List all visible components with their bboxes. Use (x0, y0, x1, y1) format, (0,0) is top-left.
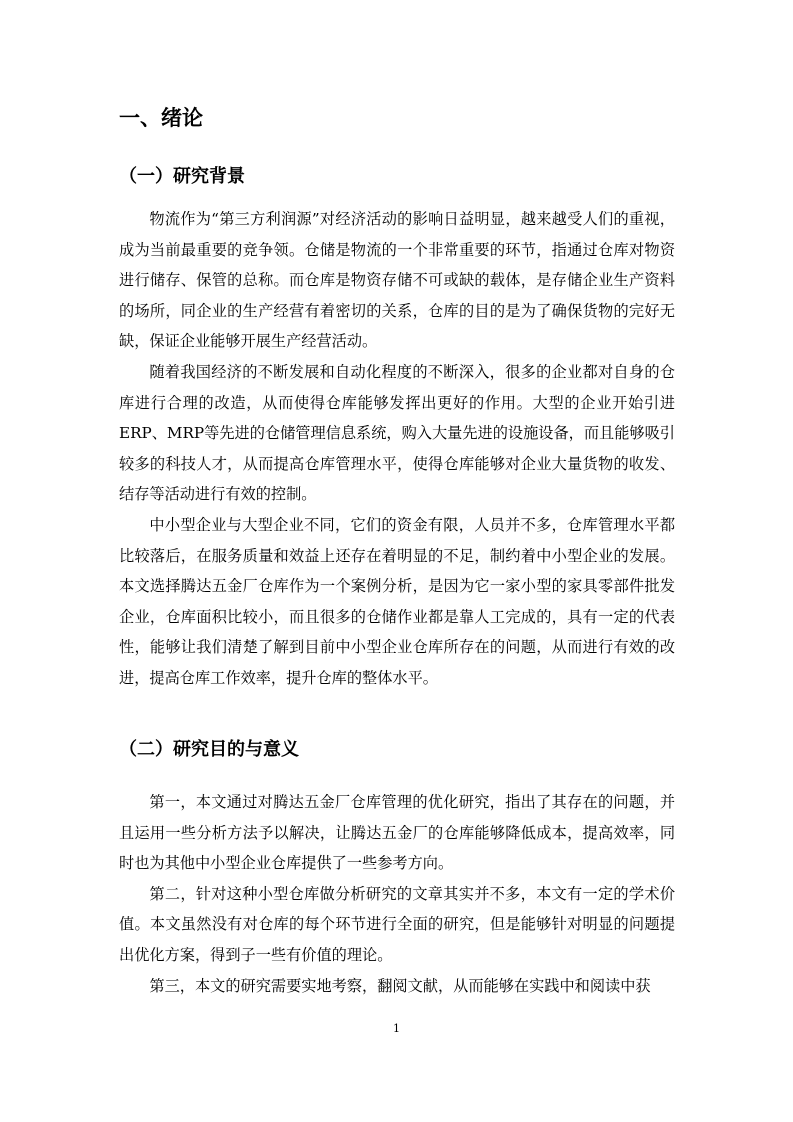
paragraph: 随着我国经济的不断发展和自动化程度的不断深入，很多的企业都对自身的仓库进行合理的改造，从而使得仓库能够发挥出更好的作用。大型的企业开始引进ERP、MRP等先进的仓储管理信息系统，购入大量先进的设施设备，而且能够吸引较多的科技人才，从而提高仓库管理水平，使得仓库能够对企业大量货物的收发、结存等活动进行有效的控制。 (119, 362, 675, 504)
paragraph: 第一，本文通过对腾达五金厂仓库管理的优化研究，指出了其存在的问题，并且运用一些分析方法予以解决，让腾达五金厂的仓库能够降低成本，提高效率，同时也为其他中小型企业仓库提供了一些参考方向。 (119, 793, 675, 873)
section-background-body (119, 204, 675, 694)
section-heading-background: （一）研究背景 (119, 166, 245, 187)
section-heading-purpose: （二）研究目的与意义 (119, 739, 299, 760)
paragraph: 中小型企业与大型企业不同，它们的资金有限，人员并不多，仓库管理水平都比较落后，在服务质量和效益上还存在着明显的不足，制约着中小型企业的发展。本文选择腾达五金厂仓库作为一个案例分析，是因为它一家小型的家具零部件批发企业，仓库面积比较小，而且很多的仓储作业都是靠人工完成的，具有一定的代表性，能够让我们清楚了解到目前中小型企业仓库所存在的问题，从而进行有效的改进，提高仓库工作效率，提升仓库的整体水平。 (119, 515, 675, 687)
page-number: 1 (393, 1022, 400, 1035)
paragraph: 第二，针对这种小型仓库做分析研究的文章其实并不多，本文有一定的学术价值。本文虽然没有对仓库的每个环节进行全面的研究，但是能够针对明显的问题提出优化方案，得到子一些有价值的理论。 (119, 884, 675, 964)
chapter-title: 一、绪论 (119, 106, 203, 130)
paragraph: 物流作为“第三方利润源”对经济活动的影响日益明显，越来越受人们的重视，成为当前最重要的竞争领。仓储是物流的一个非常重要的环节，指通过仓库对物资进行储存、保管的总称。而仓库是物资存储不可或缺的载体，是存储企业生产资料的场所，同企业的生产经营有着密切的关系，仓库的目的是为了确保货物的完好无缺，保证企业能够开展生产经营活动。 (119, 210, 675, 351)
section-purpose-body (119, 787, 675, 1001)
paragraph: 第三，本文的研究需要实地考察，翻阅文献，从而能够在实践中和阅读中获 (149, 976, 651, 995)
